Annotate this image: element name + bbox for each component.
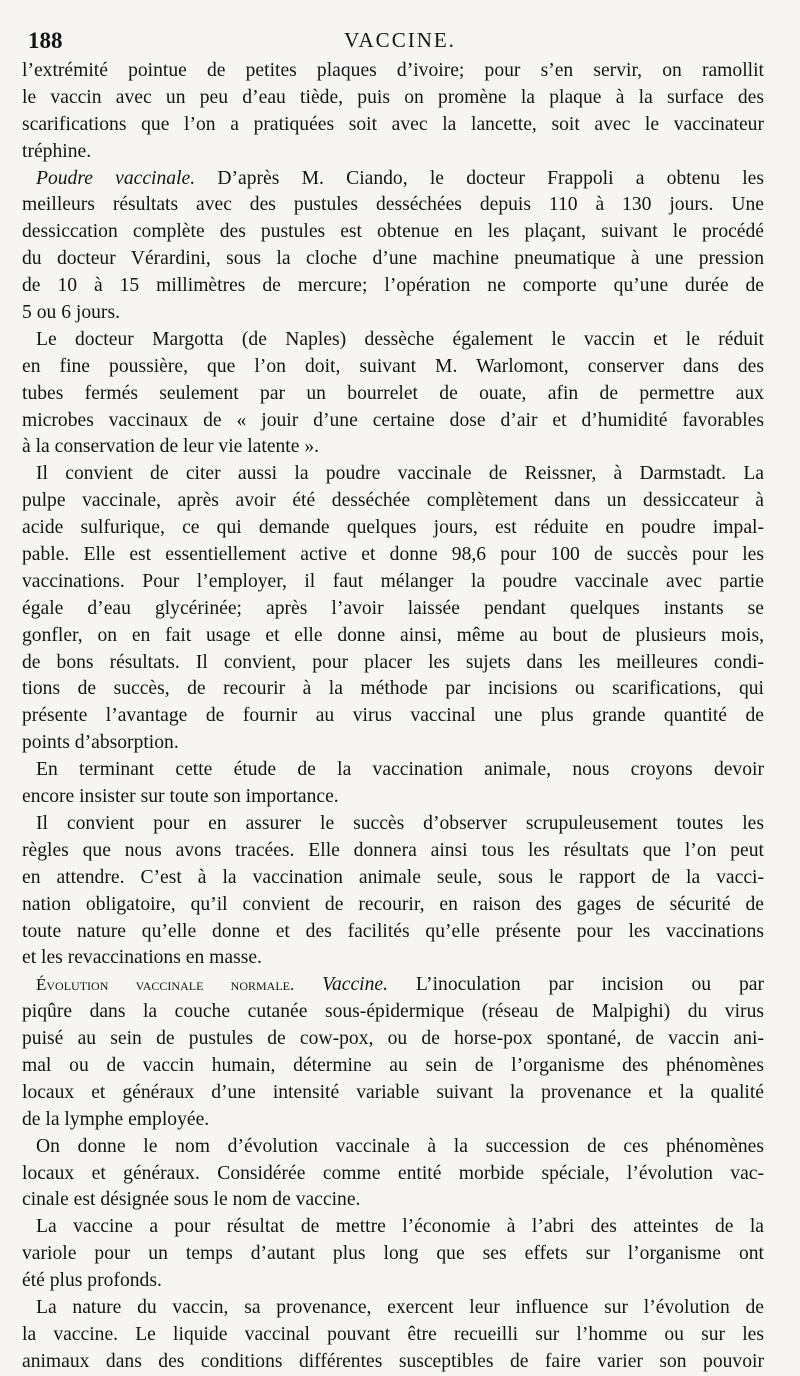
line-text: scarifications que l’on a pratiquées soit avec la lancette, soit avec le vaccinateur [22,113,764,135]
line-text: gonfler, on en fait usage et elle donne ainsi, même au bout de plusieurs mois, [22,624,764,646]
line-text: règles que nous avons tracées. Elle donnera ainsi tous les résultats que l’on peut [22,839,764,861]
text-line [22,1187,764,1214]
italic-subheading: Vaccine. [322,974,388,996]
line-text: en fine poussière, que l’on doit, suivant M. Warlomont, conserver dans des [22,355,764,377]
line-text: vaccinations. Pour l’employer, il faut mélanger la poudre vaccinale avec partie [22,570,764,592]
text-line [22,139,764,166]
line-text: D’après M. Ciando, le docteur Frappoli a obtenu les [195,167,764,189]
line-text: En terminant cette étude de la vaccination animale, nous croyons devoir [36,759,764,781]
text-line [22,650,764,677]
text-line [22,730,764,757]
line-text: pulpe vaccinale, après avoir été desséchée complètement dans un dessiccateur à [22,490,764,512]
text-line [22,461,764,488]
text-line [22,408,764,435]
text-line [22,1214,764,1241]
text-line [22,1349,764,1376]
text-line [22,354,764,381]
line-text: dessiccation complète des pustules est obtenue en les plaçant, suivant le procédé [22,221,764,243]
line-text: animaux dans des conditions différentes susceptibles de faire varier son pouvoir [22,1350,764,1372]
text-line [22,1107,764,1134]
text-line [22,246,764,273]
text-line [22,1322,764,1349]
text-line [22,972,764,999]
text-line [22,757,764,784]
line-text: nation obligatoire, qu’il convient de recourir, en raison des gages de sécurité de [22,893,764,915]
line-text: de bons résultats. Il convient, pour placer les sujets dans les meilleures condi- [22,651,764,673]
line-text: le vaccin avec un peu d’eau tiède, puis on promène la plaque à la surface des [22,86,764,108]
text-line [22,58,764,85]
line-text: en attendre. C’est à la vaccination animale seule, sous le rapport de la vacci- [22,866,764,888]
text-line [22,219,764,246]
text-line [22,273,764,300]
line-text: 5 ou 6 jours. [22,302,120,324]
line-text: Le docteur Margotta (de Naples) dessèche également le vaccin et le réduit [36,328,764,350]
line-text: On donne le nom d’évolution vaccinale à la succession de ces phénomènes [36,1135,764,1157]
text-line [22,434,764,461]
line-text: cinale est désignée sous le nom de vaccine. [22,1189,361,1211]
text-line [22,542,764,569]
line-text: la vaccine. Le liquide vaccinal pouvant être recueilli sur l’homme ou sur les [22,1323,764,1345]
line-text: La nature du vaccin, sa provenance, exercent leur influence sur l’évolution de [36,1296,764,1318]
text-line [22,892,764,919]
line-text: locaux et généraux. Considérée comme entité morbide spéciale, l’évolution vac- [22,1162,764,1184]
text-line [22,192,764,219]
text-line [22,596,764,623]
text-line [22,300,764,327]
line-text: l’extrémité pointue de petites plaques d’ivoire; pour s’en servir, on ramollit [22,60,764,81]
text-line [22,381,764,408]
line-text: La vaccine a pour résultat de mettre l’économie à l’abri des atteintes de la [36,1216,764,1238]
line-text: L’inoculation par incision ou par [387,974,765,996]
running-title: VACCINE. [344,28,456,52]
section-heading: Évolution vaccinale normale. [36,975,295,995]
line-text: de la lymphe employée. [22,1108,210,1130]
text-line [22,703,764,730]
text-line [22,784,764,811]
line-text: variole pour un temps d’autant plus long que ses effets sur l’organisme ont [22,1243,764,1265]
text-line [22,1268,764,1295]
text-line [22,1134,764,1161]
text-line [22,811,764,838]
line-text: égale d’eau glycérinée; après l’avoir laissée pendant quelques instants se [22,597,764,619]
text-line [22,999,764,1026]
text-line [22,1080,764,1107]
body-text [22,58,764,1376]
text-line [22,676,764,703]
text-line [22,569,764,596]
line-text: tions de succès, de recourir à la méthode par incisions ou scarifications, qui [22,678,764,700]
text-line [22,166,764,193]
text-line [22,838,764,865]
line-text: de 10 à 15 millimètres de mercure; l’opération ne comporte qu’une durée de [22,275,764,297]
line-text: à la conservation de leur vie latente ». [22,436,320,458]
line-text: été plus profonds. [22,1270,162,1292]
page-number: 188 [28,28,63,53]
line-text: encore insister sur toute son importance. [22,786,339,808]
line-text: pable. Elle est essentiellement active et donne 98,6 pour 100 de succès pour les [22,544,764,566]
text-line [22,919,764,946]
text-line [22,1161,764,1188]
text-line [22,488,764,515]
text-line [22,1241,764,1268]
line-text: toute nature qu’elle donne et des facilités qu’elle présente pour les vaccinations [22,920,764,942]
line-text: piqûre dans la couche cutanée sous-épidermique (réseau de Malpighi) du virus [22,1001,764,1023]
line-text: tubes fermés seulement par un bourrelet de ouate, afin de permettre aux [22,382,764,404]
page-header [28,28,772,60]
text-line [22,515,764,542]
text-line [22,1053,764,1080]
line-text: du docteur Vérardini, sous la cloche d’une machine pneumatique à une pression [22,248,764,270]
text-line [22,112,764,139]
line-text: points d’absorption. [22,732,179,754]
line-text: tréphine. [22,140,92,162]
text-line [22,85,764,112]
line-text: Il convient de citer aussi la poudre vaccinale de Reissner, à Darmstadt. La [36,463,764,485]
line-text: puisé au sein de pustules de cow-pox, ou de horse-pox spontané, de vaccin ani- [22,1028,764,1050]
text-line [22,865,764,892]
line-text: locaux et généraux d’une intensité variable suivant la provenance et la qualité [22,1081,764,1103]
text-line [22,327,764,354]
line-text: microbes vaccinaux de « jouir d’une certaine dose d’air et d’humidité favorables [22,409,764,431]
line-text: acide sulfurique, ce qui demande quelques jours, est réduite en poudre impal- [22,517,764,539]
text-line [22,1295,764,1322]
line-text: et les revaccinations en masse. [22,947,262,969]
line-text: mal ou de vaccin humain, détermine au sein de l’organisme des phénomènes [22,1054,764,1076]
text-line [22,1026,764,1053]
line-text: Il convient pour en assurer le succès d’observer scrupuleusement toutes les [36,812,764,834]
text-line [22,623,764,650]
italic-subheading: Poudre vaccinale. [36,167,196,189]
line-text: meilleurs résultats avec des pustules desséchées depuis 110 à 130 jours. Une [22,194,764,216]
line-text: présente l’avantage de fournir au virus vaccinal une plus grande quantité de [22,705,764,727]
text-line [22,945,764,972]
